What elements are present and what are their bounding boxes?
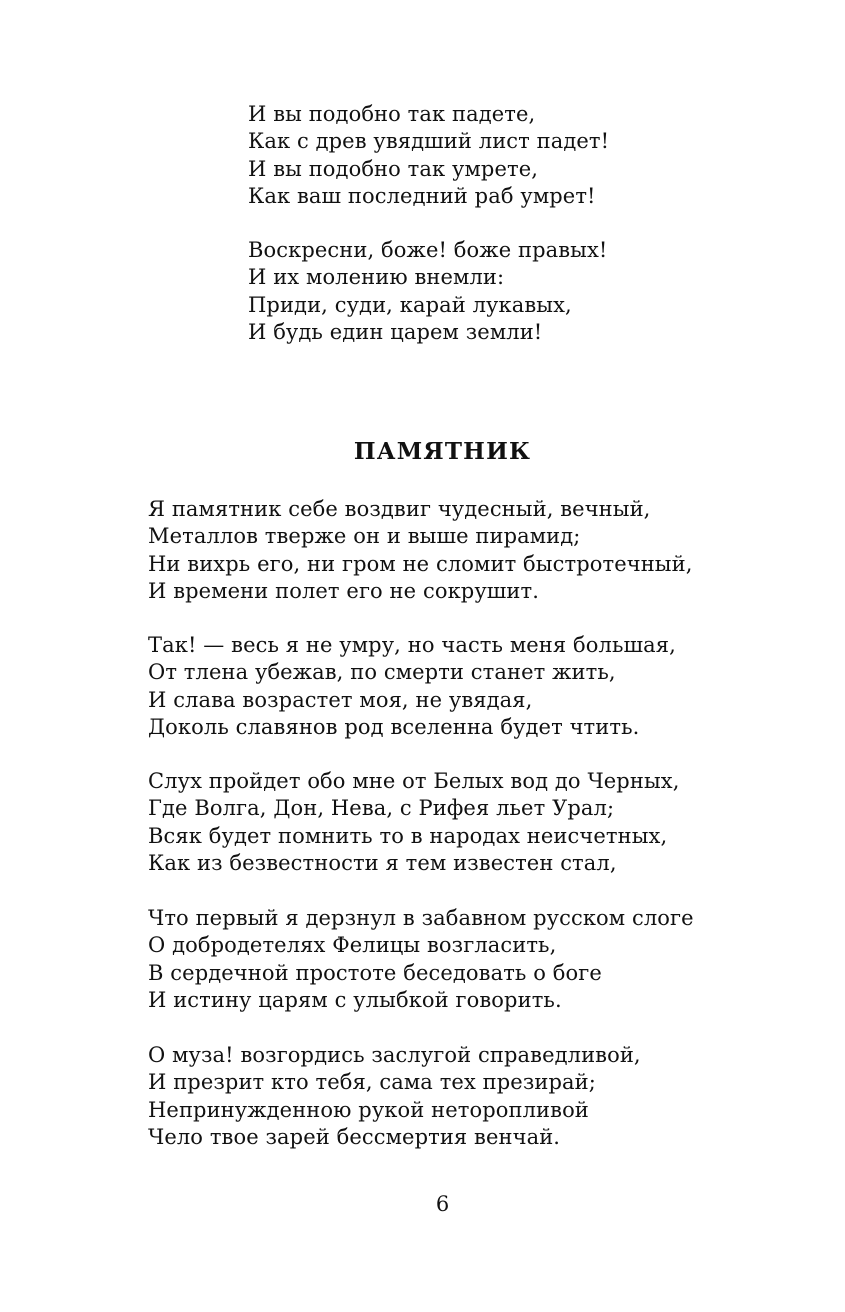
poem-stanza-4	[148, 905, 694, 1014]
verse-line: Я памятник себе воздвиг чудесный, вечный,	[148, 497, 651, 521]
poem-stanza-2	[148, 632, 676, 741]
verse-line: Как ваш последний раб умрет!	[248, 183, 596, 208]
verse-line: Ни вихрь его, ни гром не сломит быстротечный,	[148, 551, 693, 576]
verse-line: В сердечной простоте беседовать о боге	[148, 960, 602, 985]
verse-line: Слух пройдет обо мне от Белых вод до Черных,	[148, 769, 680, 793]
verse-line: Доколь славянов род вселенна будет чтить.	[148, 714, 640, 739]
previous-poem-stanza-1	[248, 101, 609, 210]
poem-stanza-1	[148, 496, 693, 605]
verse-line: Непринужденною рукой неторопливой	[148, 1097, 589, 1122]
verse-line: О муза! возгордись заслугой справедливой,	[148, 1043, 641, 1067]
verse-line: И времени полет его не сокрушит.	[148, 578, 540, 603]
verse-line: Что первый я дерзнул в забавном русском слоге	[148, 906, 694, 930]
verse-line: И слава возрастет моя, не увядая,	[148, 687, 533, 712]
verse-line: Приди, суди, карай лукавых,	[248, 292, 572, 317]
verse-line: И вы подобно так умрете,	[248, 156, 538, 181]
verse-line: Металлов тверже он и выше пирамид;	[148, 524, 581, 549]
previous-poem-stanza-2	[248, 237, 607, 346]
verse-line: От тлена убежав, по смерти станет жить,	[148, 660, 616, 685]
verse-line: И презрит кто тебя, сама тех презирай;	[148, 1070, 596, 1095]
verse-line: Как из безвестности я тем известен стал,	[148, 850, 617, 875]
verse-line: И истину царям с улыбкой говорить.	[148, 987, 562, 1012]
verse-line: Воскресни, боже! боже правых!	[248, 238, 608, 262]
verse-line: И вы подобно так падете,	[248, 102, 536, 126]
verse-line: О добродетелях Фелицы возгласить,	[148, 933, 557, 958]
poem-title: ПАМЯТНИК	[353, 438, 532, 465]
verse-line: Всяк будет помнить то в народах неисчетных,	[148, 823, 668, 848]
verse-line: Чело твое зарей бессмертия венчай.	[148, 1124, 561, 1149]
verse-line: Как с древ увядший лист падет!	[248, 129, 610, 154]
verse-line: И их молению внемли:	[248, 265, 505, 290]
page-number: 6	[435, 1192, 450, 1216]
verse-line: Так! — весь я не умру, но часть меня большая,	[148, 633, 676, 657]
poem-stanza-5	[148, 1042, 641, 1151]
verse-line: Где Волга, Дон, Нева, с Рифея льет Урал;	[148, 796, 615, 821]
poem-stanza-3	[148, 768, 679, 877]
verse-line: И будь един царем земли!	[248, 319, 543, 344]
